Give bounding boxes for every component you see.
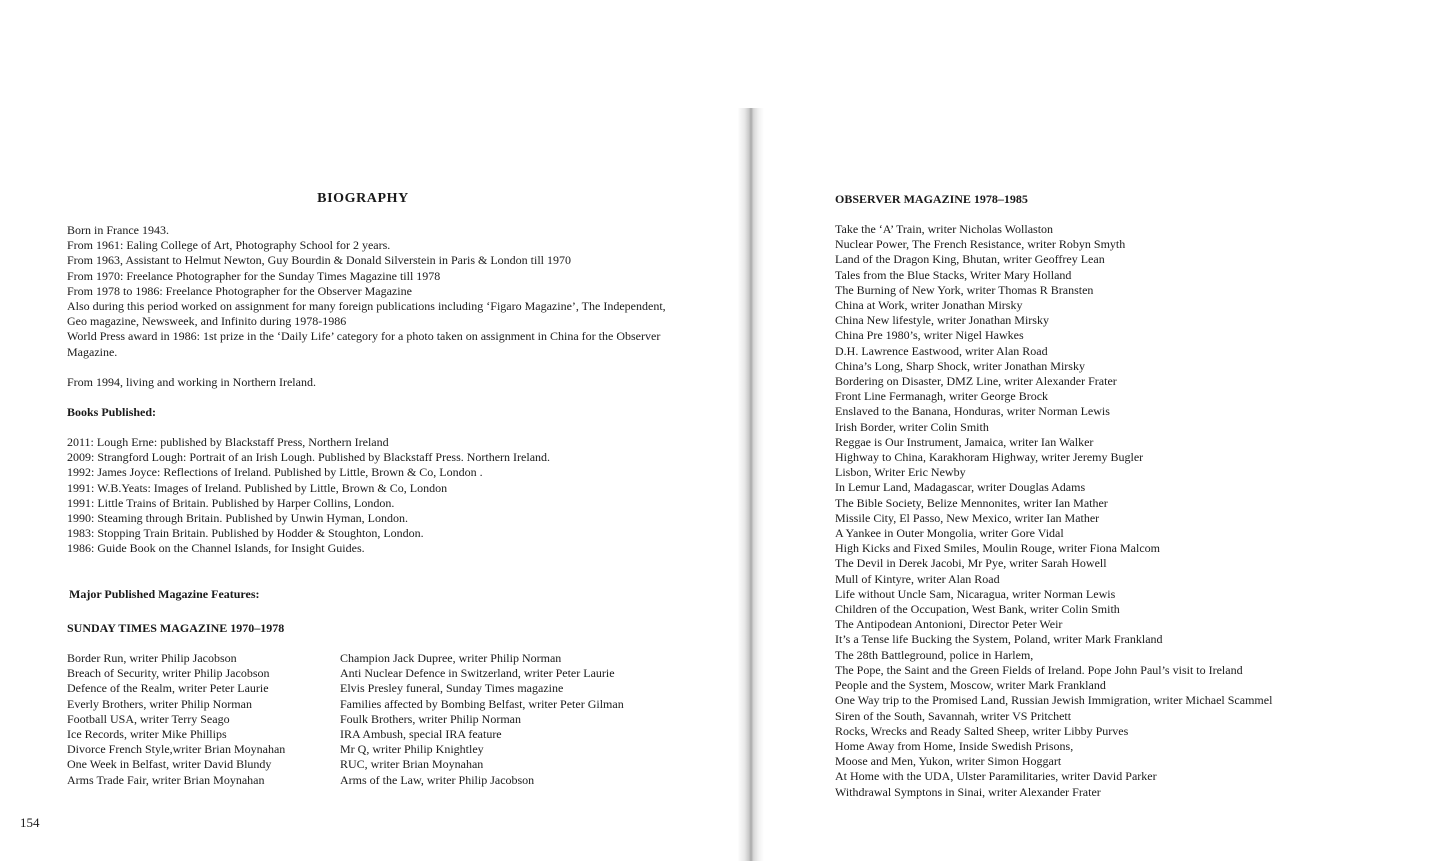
feature-item: Rocks, Wrecks and Ready Salted Sheep, writer Libby Purves — [835, 723, 1129, 738]
feature-item: Irish Border, writer Colin Smith — [835, 419, 989, 434]
feature-item: Enslaved to the Banana, Honduras, writer Norman Lewis — [835, 404, 1110, 419]
observer-heading: OBSERVER MAGAZINE 1978–1985 — [835, 192, 1028, 206]
feature-item: A Yankee in Outer Mongolia, writer Gore Vidal — [835, 526, 1064, 541]
biography-line: Also during this period worked on assignment for many foreign publications including ‘Figaro Magazine’, The Independent, — [67, 299, 666, 314]
feature-item: Defence of the Realm, writer Peter Laurie — [67, 681, 269, 696]
book-item: 1991: W.B.Yeats: Images of Ireland. Published by Little, Brown & Co, London — [67, 480, 448, 495]
right-page — [742, 0, 1450, 861]
feature-item: China at Work, writer Jonathan Mirsky — [835, 298, 1023, 313]
biography-line: From 1963, Assistant to Helmut Newton, Guy Bourdin & Donald Silverstein in Paris & London till 1970 — [67, 253, 571, 268]
sunday-times-column-2 — [340, 651, 624, 788]
biography-line: Magazine. — [67, 344, 118, 359]
feature-item: It’s a Tense life Bucking the System, Poland, writer Mark Frankland — [835, 632, 1163, 647]
sunday-times-heading: SUNDAY TIMES MAGAZINE 1970–1978 — [67, 621, 285, 635]
feature-item: Arms of the Law, writer Philip Jacobson — [340, 772, 535, 787]
feature-item: Tales from the Blue Stacks, Writer Mary Holland — [835, 267, 1072, 282]
feature-item: Elvis Presley funeral, Sunday Times magazine — [340, 681, 564, 696]
book-item: 1986: Guide Book on the Channel Islands, for Insight Guides. — [67, 541, 365, 556]
feature-item: Mr Q, writer Philip Knightley — [340, 742, 484, 757]
book-item: 1992: James Joyce: Reflections of Ireland. Published by Little, Brown & Co, London . — [67, 465, 483, 480]
residence-text: From 1994, living and working in Northern Ireland. — [67, 375, 316, 389]
book-item: 1990: Steaming through Britain. Published by Unwin Hyman, London. — [67, 511, 408, 526]
feature-item: Everly Brothers, writer Philip Norman — [67, 696, 252, 711]
feature-item: Highway to China, Karakhoram Highway, writer Jeremy Bugler — [835, 450, 1144, 465]
books-list — [67, 435, 550, 557]
feature-item: Divorce French Style,writer Brian Moynahan — [67, 742, 286, 757]
feature-item: Land of the Dragon King, Bhutan, writer Geoffrey Lean — [835, 252, 1105, 267]
feature-item: Arms Trade Fair, writer Brian Moynahan — [67, 772, 265, 787]
page-number: 154 — [20, 815, 40, 830]
feature-item: IRA Ambush, special IRA feature — [340, 727, 502, 742]
feature-item: Moose and Men, Yukon, writer Simon Hoggart — [835, 754, 1062, 769]
feature-item: RUC, writer Brian Moynahan — [340, 757, 484, 772]
feature-item: People and the System, Moscow, writer Mark Frankland — [835, 678, 1106, 693]
feature-item: Ice Records, writer Mike Phillips — [67, 727, 227, 742]
books-heading: Books Published: — [67, 405, 157, 419]
feature-item: Bordering on Disaster, DMZ Line, writer Alexander Frater — [835, 374, 1117, 389]
feature-item: Front Line Fermanagh, writer George Brock — [835, 389, 1049, 404]
feature-item: The Antipodean Antonioni, Director Peter Weir — [835, 617, 1063, 632]
feature-item: Children of the Occupation, West Bank, writer Colin Smith — [835, 602, 1120, 617]
biography-line: From 1961: Ealing College of Art, Photography School for 2 years. — [67, 238, 391, 253]
feature-item: Nuclear Power, The French Resistance, writer Robyn Smyth — [835, 237, 1126, 252]
feature-item: Anti Nuclear Defence in Switzerland, writer Peter Laurie — [340, 666, 615, 681]
biography-line: World Press award in 1986: 1st prize in the ‘Daily Life’ category for a photo taken on assignment in China for the Observer — [67, 329, 661, 344]
feature-item: Breach of Security, writer Philip Jacobson — [67, 666, 270, 681]
feature-item: In Lemur Land, Madagascar, writer Douglas Adams — [835, 480, 1086, 495]
features-heading: Major Published Magazine Features: — [69, 587, 260, 601]
biography-line: Born in France 1943. — [67, 223, 169, 237]
feature-item: Families affected by Bombing Belfast, writer Peter Gilman — [340, 696, 624, 711]
book-item: 1983: Stopping Train Britain. Published by Hodder & Stoughton, London. — [67, 526, 424, 541]
feature-item: Missile City, El Passo, New Mexico, writer Ian Mather — [835, 510, 1100, 525]
book-item: 1991: Little Trains of Britain. Published by Harper Collins, London. — [67, 495, 395, 510]
feature-item: China’s Long, Sharp Shock, writer Jonathan Mirsky — [835, 358, 1085, 373]
biography-line: From 1970: Freelance Photographer for the Sunday Times Magazine till 1978 — [67, 268, 441, 283]
feature-item: Reggae is Our Instrument, Jamaica, writer Ian Walker — [835, 434, 1094, 449]
feature-item: Football USA, writer Terry Seago — [67, 711, 230, 726]
feature-item: Life without Uncle Sam, Nicaragua, writer Norman Lewis — [835, 586, 1116, 601]
feature-item: The 28th Battleground, police in Harlem, — [835, 647, 1034, 662]
biography-text — [67, 223, 666, 360]
feature-item: Home Away from Home, Inside Swedish Prisons, — [835, 738, 1074, 753]
feature-item: The Burning of New York, writer Thomas R Bransten — [835, 282, 1094, 297]
feature-item: Lisbon, Writer Eric Newby — [835, 465, 966, 480]
feature-item: Take the ‘A’ Train, writer Nicholas Wollaston — [835, 222, 1054, 236]
feature-item: One Way trip to the Promised Land, Russian Jewish Immigration, writer Michael Scammel — [835, 693, 1273, 708]
feature-item: The Bible Society, Belize Mennonites, writer Ian Mather — [835, 495, 1108, 510]
observer-features-list — [835, 222, 1272, 800]
feature-item: High Kicks and Fixed Smiles, Moulin Rouge, writer Fiona Malcom — [835, 541, 1160, 556]
feature-item: Border Run, writer Philip Jacobson — [67, 651, 237, 665]
feature-item: Champion Jack Dupree, writer Philip Norman — [340, 651, 562, 665]
sunday-times-column-1 — [67, 651, 285, 788]
feature-item: China New lifestyle, writer Jonathan Mirsky — [835, 313, 1049, 328]
book-item: 2011: Lough Erne: published by Blackstaff Press, Northern Ireland — [67, 435, 389, 449]
feature-item: Withdrawal Symptons in Sinai, writer Alexander Frater — [835, 784, 1101, 799]
feature-item: One Week in Belfast, writer David Blundy — [67, 757, 272, 772]
feature-item: Mull of Kintyre, writer Alan Road — [835, 571, 1000, 586]
biography-line: Geo magazine, Newsweek, and Infinito during 1978-1986 — [67, 314, 347, 329]
book-item: 2009: Strangford Lough: Portrait of an Irish Lough. Published by Blackstaff Press. Northern Ireland. — [67, 450, 551, 465]
feature-item: At Home with the UDA, Ulster Paramilitaries, writer David Parker — [835, 769, 1157, 784]
feature-item: Siren of the South, Savannah, writer VS Pritchett — [835, 708, 1072, 723]
biography-title: BIOGRAPHY — [317, 191, 409, 206]
feature-item: D.H. Lawrence Eastwood, writer Alan Road — [835, 343, 1048, 358]
biography-line: From 1978 to 1986: Freelance Photographer for the Observer Magazine — [67, 283, 412, 298]
feature-item: Foulk Brothers, writer Philip Norman — [340, 711, 521, 726]
feature-item: The Devil in Derek Jacobi, Mr Pye, writer Sarah Howell — [835, 556, 1107, 571]
feature-item: The Pope, the Saint and the Green Fields of Ireland. Pope John Paul’s visit to Ireland — [835, 662, 1243, 677]
feature-item: China Pre 1980’s, writer Nigel Hawkes — [835, 328, 1024, 343]
